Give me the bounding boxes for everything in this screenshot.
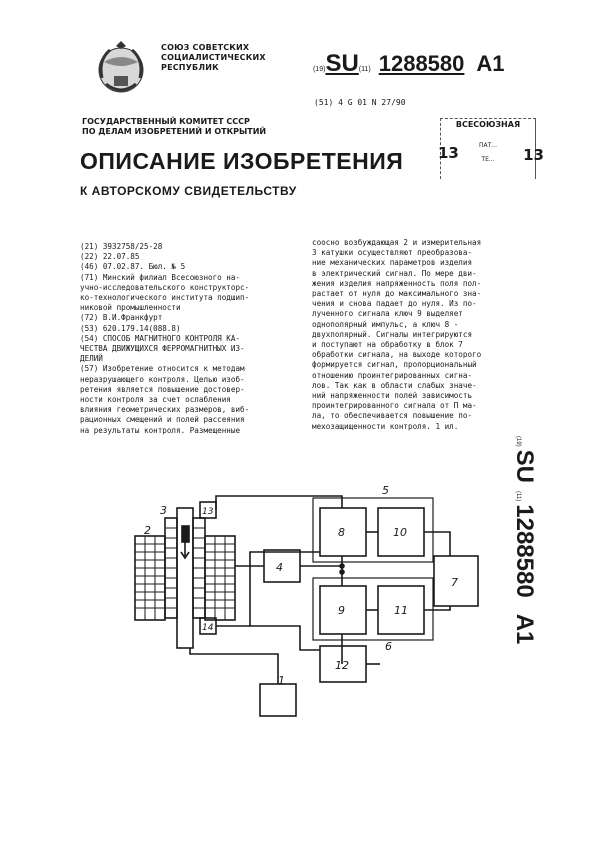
measuring-coil-3 [165,518,177,618]
text-line: в электрический сигнал. По мере дви- [312,268,477,278]
label-11: 11 [394,604,408,617]
state-emblem [92,40,150,100]
label-1: 1 [278,674,285,687]
text-line: 3 катушки осуществляют преобразова- [312,248,473,258]
text-line: (71) Минский филиал Всесоюзного на- [80,272,241,282]
text-line: неразрушающего контроля. Целью изоб- [80,374,245,384]
text-line: ности контроля за счет ослабления [80,395,231,405]
abstract-column [312,238,481,432]
text-line: мехозащищенности контроля. 1 ил. [312,421,459,431]
right-coil [193,518,235,620]
label-10: 10 [393,526,407,539]
text-line: ний напряженности полей зависимость [312,391,473,401]
text-line: лов. Так как в области слабых значе- [312,380,477,390]
label-13: 13 [202,507,214,517]
text-line: (46) 07.02.87. Бюл. № 5 [80,262,186,272]
text-line: (22) 22.07.85 [80,252,140,262]
text-line: (21) 3932758/25-28 [80,242,163,251]
label-3: 3 [160,504,167,517]
text-line: (53) 620.179.14(088.8) [80,323,181,333]
text-line: соосно возбуждающая 2 и измерительная [312,238,482,247]
text-line: чения и снова падает до нуля. Из по- [312,299,477,309]
text-line: (72) В.И.Франкфурт [80,313,163,323]
block-diagram [130,478,480,748]
label-6: 6 [385,640,392,653]
label-14: 14 [202,623,214,633]
committee-name: ГОСУДАРСТВЕННЫЙ КОМИТЕТ СССР ПО ДЕЛАМ ИЗОБРЕТЕНИЙ И ОТКРЫТИЙ [82,117,267,136]
text-line: и поступают на обработку в блок 7 [312,340,463,350]
label-8: 8 [338,526,345,539]
junction-dot [340,570,344,574]
text-line: никовой промышленности [80,303,181,313]
text-line: растает от нуля до максимального зна- [312,289,482,299]
label-4: 4 [276,561,283,574]
motion-arrow-icon [181,542,189,558]
text-line: отношению проинтегрированных сигна- [312,370,473,380]
text-line: ДЕЛИЙ [80,354,103,364]
text-line: влияния геометрических размеров, виб- [80,405,250,415]
junction-dot [340,564,344,568]
text-line: ретения является повышение достовер- [80,384,245,394]
label-9: 9 [338,604,345,617]
text-line: учно-исследовательского конструкторс- [80,282,250,292]
text-line: ла, то обеспечивается повышение по- [312,411,473,421]
text-line: лученного сигнала ключ 9 выделяет [312,309,463,319]
country-name: СОЮЗ СОВЕТСКИХ СОЦИАЛИСТИЧЕСКИХ РЕСПУБЛИК [161,43,266,72]
text-line: проинтегрированного сигнала от П ма- [312,401,477,411]
ipc-classification: (51) 4 G 01 N 27/90 [314,98,406,107]
text-line: обработки сигнала, на выходе которого [312,350,482,360]
text-line: двухполярный. Сигналы интегрируются [312,329,473,339]
bibliographic-column [80,242,249,436]
text-line: однополярный импульс, а ключ 8 - [312,319,459,329]
text-line: на результаты контроля. Размещенные [80,425,241,435]
label-5: 5 [382,484,389,497]
text-line: (57) Изобретение относится к методам [80,364,245,374]
text-line: ко-технологического института подшип- [80,293,250,303]
moving-product [182,526,189,542]
text-line: жения изделия напряженность поля пол- [312,278,482,288]
label-7: 7 [451,576,458,589]
library-stamp: ВСЕСОЮЗНАЯ ПАТ... ТЕ... 13 13 [432,112,544,190]
document-subtitle: К АВТОРСКОМУ СВИДЕТЕЛЬСТВУ [80,184,297,198]
block-1 [260,684,296,716]
text-line: рационных смещений и полей рассеяния [80,415,245,425]
excitation-coil-2 [135,536,165,620]
label-2: 2 [144,524,151,537]
group-6-frame [313,578,433,640]
label-12: 12 [335,659,349,672]
publication-number: (19) SU (11) 1288580 A1 [313,50,505,77]
vertical-publication-number: (19) SU (11) 1288580 A1 [511,436,538,645]
document-title: ОПИСАНИЕ ИЗОБРЕТЕНИЯ [80,148,404,174]
text-line: формируется сигнал, пропорциональный [312,360,477,370]
text-line: ние механических параметров изделия [312,258,473,268]
text-line: ЧЕСТВА ДВИЖУЩИХСЯ ФЕРРОМАГНИТНЫХ ИЗ- [80,344,245,354]
text-line: (54) СПОСОБ МАГНИТНОГО КОНТРОЛЯ КА- [80,333,241,343]
